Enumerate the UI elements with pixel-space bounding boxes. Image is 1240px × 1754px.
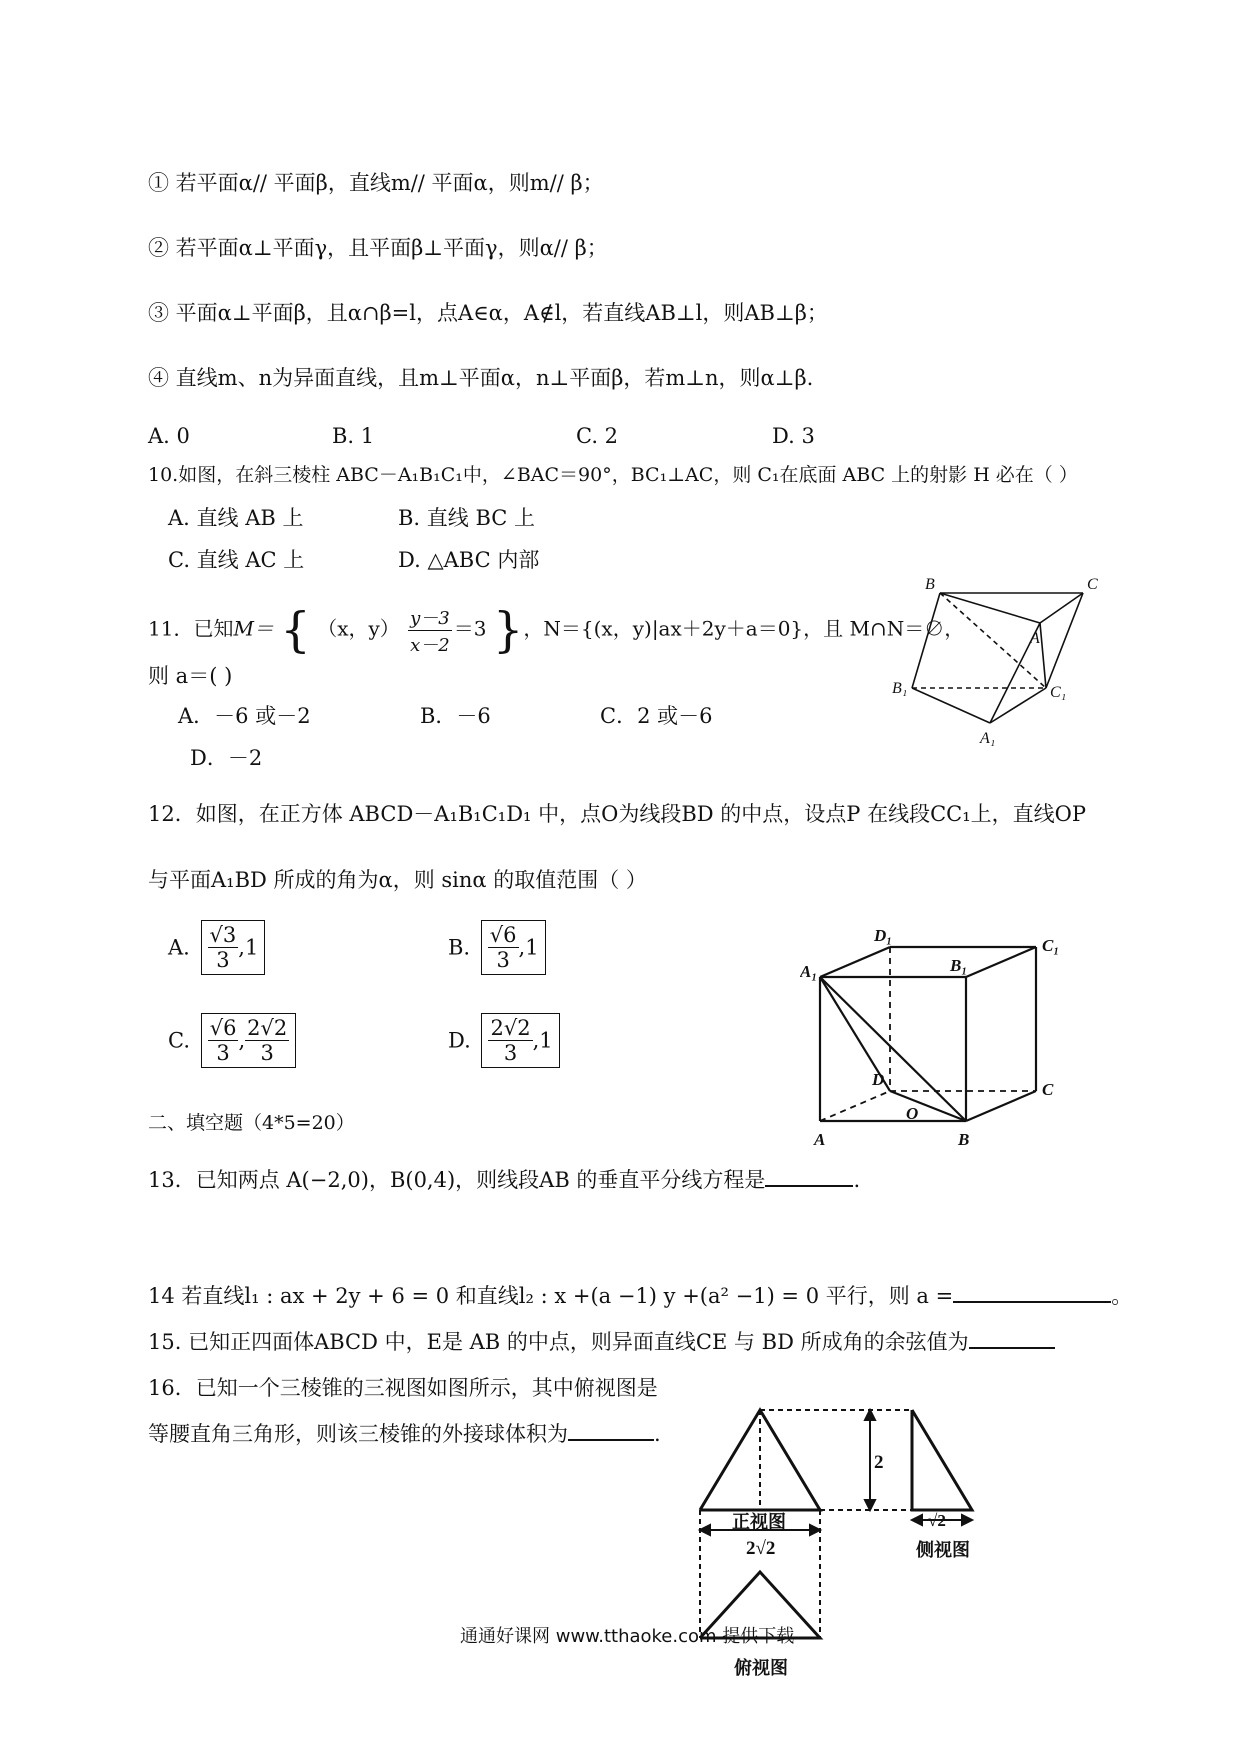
q13-answer-blank[interactable]: [765, 1185, 853, 1187]
prism-figure: [880, 575, 1110, 755]
cube-edge: [966, 1091, 1036, 1121]
cube-edge: [820, 947, 890, 977]
prism-label-a1: A₁: [980, 730, 996, 747]
q11-frac-num: y－3: [408, 604, 452, 631]
q14-answer-blank[interactable]: [953, 1301, 1111, 1303]
q11-prefix: 11．已知: [148, 616, 234, 641]
q11-stem: [148, 602, 964, 658]
q12-option-c-num2: 2√2: [247, 1016, 288, 1040]
q15-text: 15. 已知正四面体ABCD 中，E是 AB 的中点，则异面直线CE 与 BD 所成角的余弦值为: [148, 1330, 969, 1354]
arrow-left-icon: [912, 1515, 922, 1525]
cube-label-a1: A₁: [800, 962, 818, 981]
cube-edge: [966, 947, 1036, 977]
q13: [148, 1164, 860, 1194]
q12-option-b-num: √6: [489, 923, 517, 947]
q13-text: 13．已知两点 A(−2,0)，B(0,4)，则线段AB 的垂直平分线方程是: [148, 1168, 766, 1192]
q12-option-d-tail: ,1: [532, 1028, 553, 1053]
cube-label-c1: C₁: [1042, 936, 1060, 955]
cube-label-b1: B₁: [950, 956, 968, 975]
cube-label-c: C: [1042, 1080, 1054, 1099]
cube-edge: [820, 977, 966, 1121]
q12-option-a: [168, 920, 265, 975]
q12-option-b-letter: B.: [448, 935, 471, 960]
prism-edge: [1040, 623, 1046, 688]
q10-option-b: B. 直线 BC 上: [398, 506, 536, 530]
arrow-right-icon: [810, 1525, 820, 1535]
q12-option-c-tail: ,: [238, 1028, 246, 1053]
q14-end: 。: [1111, 1284, 1133, 1308]
q11-brace-left: {: [280, 602, 311, 658]
q13-end: .: [853, 1168, 861, 1192]
q11-rest: ，N＝{(x，y)|ax＋2y＋a＝0}，且 M∩N＝∅，: [523, 616, 965, 641]
cube-figure: [800, 925, 1080, 1155]
q9-option-b: B. 1: [332, 424, 375, 448]
q11-fraction: [408, 604, 452, 657]
prism-edge: [1046, 593, 1083, 688]
q12-line1: 12．如图，在正方体 ABCD－A₁B₁C₁D₁ 中，点O为线段BD 的中点，设点P 在线段CC₁上，直线OP: [148, 802, 1087, 826]
q15: [148, 1326, 1055, 1356]
prism-edge: [912, 593, 940, 688]
q12-option-d: [448, 1013, 560, 1068]
front-view-label: 正视图: [732, 1512, 786, 1532]
q11-line2: 则 a＝( ): [148, 664, 233, 688]
q16-line1: 16．已知一个三棱锥的三视图如图所示，其中俯视图是: [148, 1376, 658, 1400]
cube-label-d1: D₁: [874, 926, 893, 945]
three-views-figure: [690, 1400, 1010, 1700]
q16-text: 等腰直角三角形，则该三棱锥的外接球体积为: [148, 1422, 568, 1446]
q10-stem: 10.如图，在斜三棱柱 ABC－A₁B₁C₁中，∠BAC＝90°，BC₁⊥AC，则 C₁在底面 ABC 上的射影 H 必在（ ）: [148, 464, 1078, 486]
q12-option-d-letter: D.: [448, 1028, 471, 1053]
q12-option-c-num1: √6: [209, 1016, 237, 1040]
statement-3: ③ 平面α⊥平面β，且α∩β=l，点A∈α，A∉l，若直线AB⊥l，则AB⊥β；: [148, 301, 828, 325]
q12-option-a-den: 3: [216, 948, 230, 972]
front-width-label: 2√2: [746, 1538, 776, 1559]
top-view-label: 俯视图: [734, 1658, 788, 1678]
q12-option-c: [168, 1013, 296, 1068]
q14-text: 14 若直线l₁ : ax + 2y + 6 = 0 和直线l₂ : x +(a −1) y +(a² −1) = 0 平行，则 a =: [148, 1284, 954, 1308]
q10-option-c: C. 直线 AC 上: [168, 548, 305, 572]
q12-option-b-tail: ,1: [518, 935, 539, 960]
q12-option-d-den: 3: [503, 1041, 518, 1065]
arrow-up-icon: [865, 1410, 875, 1420]
q14: [148, 1280, 1132, 1310]
cube-label-b: B: [958, 1130, 970, 1149]
q12-option-b-den: 3: [496, 948, 510, 972]
q12-option-a-num: √3: [209, 923, 237, 947]
q12-option-c-den1: 3: [216, 1041, 230, 1065]
prism-label-b1: B₁: [892, 680, 908, 697]
side-view-label: 侧视图: [916, 1540, 970, 1560]
prism-label-a: A: [1030, 630, 1040, 647]
q11-frac-eq: ＝3: [453, 616, 487, 641]
q11-option-c: C．2 或－6: [600, 704, 713, 728]
q12-option-a-tail: ,1: [238, 935, 259, 960]
height-label: 2: [874, 1452, 884, 1473]
prism-label-c1: C₁: [1050, 684, 1067, 701]
q11-frac-den: x－2: [410, 634, 450, 656]
q12-option-a-letter: A.: [168, 935, 190, 960]
prism-edge: [912, 688, 990, 723]
cube-label-o: O: [906, 1104, 919, 1123]
arrow-left-icon: [700, 1525, 710, 1535]
q11-brace-right: }: [492, 602, 524, 658]
prism-edge: [940, 593, 1040, 623]
arrow-down-icon: [865, 1500, 875, 1510]
q12-option-b: [448, 920, 546, 975]
q11-option-d: D．－2: [190, 746, 263, 770]
footer-text: 通通好课网 www.tthaoke.com 提供下载: [460, 1626, 795, 1647]
q9-option-d: D. 3: [772, 424, 815, 448]
q12-option-d-num: 2√2: [490, 1016, 531, 1040]
cube-hidden-edge: [820, 1091, 890, 1121]
cube-label-d: D: [872, 1070, 885, 1089]
q12-option-c-den2: 3: [260, 1041, 274, 1065]
q9-option-a: A. 0: [148, 424, 190, 448]
q16-end: .: [654, 1422, 661, 1446]
q16-answer-blank[interactable]: [568, 1439, 654, 1441]
q9-option-c: C. 2: [576, 424, 619, 448]
q15-answer-blank[interactable]: [969, 1347, 1055, 1349]
cube-label-a: A: [814, 1130, 826, 1149]
q11-option-b: B．－6: [420, 704, 491, 728]
q11-m-label: M＝: [233, 616, 274, 641]
q12-option-c-letter: C.: [168, 1028, 190, 1053]
prism-label-c: C: [1087, 576, 1098, 593]
q10-option-d: D. △ABC 内部: [398, 548, 540, 572]
arrow-right-icon: [962, 1515, 972, 1525]
statement-2: ② 若平面α⊥平面γ，且平面β⊥平面γ，则α// β；: [148, 236, 608, 260]
side-width-label: √2: [928, 1511, 946, 1530]
section-title: 二、填空题（4*5=20）: [148, 1112, 355, 1134]
cube-edge: [890, 1091, 966, 1121]
statement-1: ① 若平面α// 平面β，直线m// 平面α，则m// β；: [148, 171, 604, 195]
q11-m-body: （x，y）: [317, 616, 400, 641]
q10-option-a: A. 直线 AB 上: [168, 506, 304, 530]
q16-line2: [148, 1418, 661, 1448]
side-view-outline: [912, 1410, 972, 1510]
statement-4: ④ 直线m、n为异面直线，且m⊥平面α，n⊥平面β，若m⊥n，则α⊥β.: [148, 366, 814, 390]
prism-label-b: B: [925, 576, 935, 593]
q11-option-a: A．－6 或－2: [178, 704, 311, 728]
q12-line2: 与平面A₁BD 所成的角为α，则 sinα 的取值范围（ ）: [148, 868, 647, 892]
